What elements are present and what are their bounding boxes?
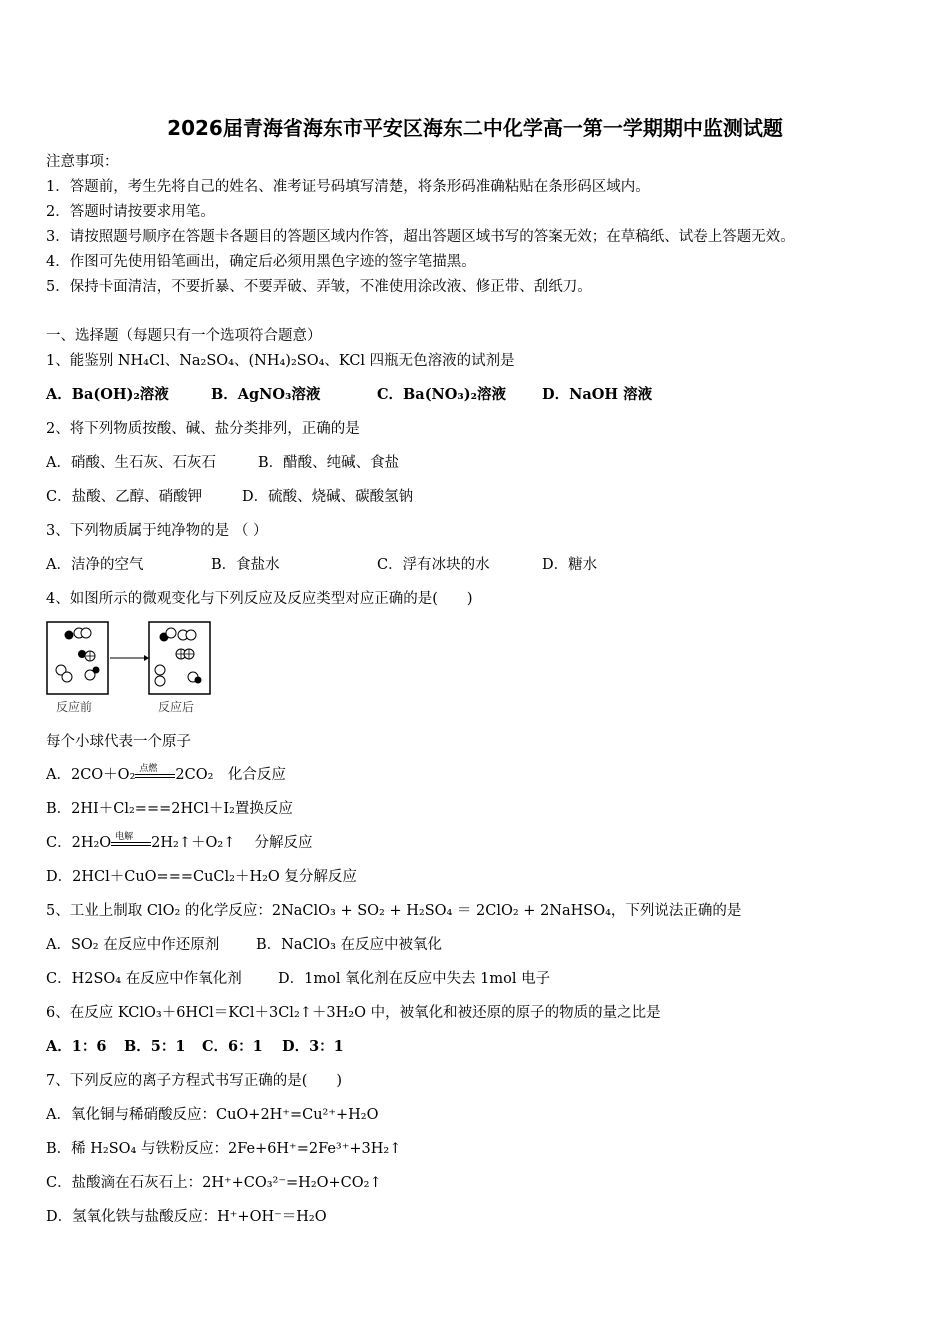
question-6-stem: 6、在反应 KClO₃＋6HCl＝KCl＋3Cl₂↑＋3H₂O 中，被氧化和被还原的原子的物质的量之比是 <box>46 1005 661 1021</box>
question-1-options <box>46 385 652 405</box>
option-a: A．Ba(OH)₂溶液 <box>46 386 169 403</box>
option-c: C．浮有冰块的水 <box>377 557 490 573</box>
atom-white <box>155 665 165 675</box>
notice-heading: 注意事项： <box>46 154 119 170</box>
question-6-options <box>46 1037 344 1057</box>
option-a: A．洁净的空气 <box>46 557 144 573</box>
condition-arrow: 点燃 <box>135 767 175 783</box>
question-4-stem: 4、如图所示的微观变化与下列反应及反应类型对应正确的是( ) <box>46 591 473 607</box>
question-2-options-row2 <box>46 487 413 507</box>
label-before: 反应前 <box>56 700 93 714</box>
question-2-stem: 2、将下列物质按酸、碱、盐分类排列，正确的是 <box>46 421 360 437</box>
question-4-option-c: C．2H₂O 电解 2H₂↑＋O₂↑ 分解反应 <box>46 832 313 851</box>
question-5-options-row1 <box>46 935 442 955</box>
question-5-options-row2 <box>46 969 550 989</box>
option-d: D．糖水 <box>542 557 598 573</box>
option-b: B．5：1 <box>124 1038 186 1055</box>
question-7-option-a: A．氧化铜与稀硝酸反应：CuO+2H⁺=Cu²⁺+H₂O <box>46 1107 379 1123</box>
atom-white <box>81 628 91 638</box>
option-c: C．6：1 <box>202 1038 263 1055</box>
question-5-stem: 5、工业上制取 ClO₂ 的化学反应：2NaClO₃ + SO₂ + H₂SO₄ ＝ 2ClO₂ + 2NaHSO₄，下列说法正确的是 <box>46 903 742 919</box>
reaction-diagram <box>46 620 216 716</box>
option-b: B．食盐水 <box>211 557 280 573</box>
atom-black <box>195 677 202 684</box>
label-after: 反应后 <box>158 700 195 714</box>
atom-white <box>62 672 72 682</box>
question-4-note: 每个小球代表一个原子 <box>46 734 191 750</box>
atom-black <box>93 667 100 674</box>
option-a: A．1：6 <box>46 1038 107 1055</box>
question-3-options <box>46 555 597 575</box>
option-d: D．NaOH 溶液 <box>542 386 653 403</box>
condition-arrow: 电解 <box>111 835 151 851</box>
notice-item: 4．作图可先使用铅笔画出，确定后必须用黑色字迹的签字笔描黑。 <box>46 254 476 270</box>
question-7-stem: 7、下列反应的离子方程式书写正确的是( ) <box>46 1073 343 1089</box>
option-b: B．NaClO₃ 在反应中被氧化 <box>256 937 443 953</box>
atom-white <box>166 628 176 638</box>
atom-white <box>155 676 165 686</box>
question-3-stem: 3、下列物质属于纯净物的是 （ ） <box>46 523 268 539</box>
option-b: B．AgNO₃溶液 <box>211 386 321 403</box>
option-c: C．盐酸、乙醇、硝酸钾 <box>46 489 203 505</box>
option-c: C．H2SO₄ 在反应中作氧化剂 <box>46 971 242 987</box>
page-title: 2026届青海省海东市平安区海东二中化学高一第一学期期中监测试题 <box>167 116 783 140</box>
question-7-option-c: C．盐酸滴在石灰石上：2H⁺+CO₃²⁻=H₂O+CO₂↑ <box>46 1175 382 1191</box>
option-a: A．SO₂ 在反应中作还原剂 <box>46 937 220 953</box>
question-1-stem: 1、能鉴别 NH₄Cl、Na₂SO₄、(NH₄)₂SO₄、KCl 四瓶无色溶液的试剂是 <box>46 353 515 369</box>
notice-item: 2．答题时请按要求用笔。 <box>46 204 215 220</box>
notice-item: 3．请按照题号顺序在答题卡各题目的答题区域内作答，超出答题区域书写的答案无效；在草稿纸、试卷上答题无效。 <box>46 229 795 245</box>
section-heading: 一、选择题（每题只有一个选项符合题意） <box>46 328 322 344</box>
option-d: D．3：1 <box>282 1038 344 1055</box>
atom-black <box>65 631 74 640</box>
question-2-options-row1 <box>46 453 399 473</box>
question-4-option-b: B．2HI＋Cl₂===2HCl＋I₂置换反应 <box>46 801 293 817</box>
option-a: A．硝酸、生石灰、石灰石 <box>46 455 216 471</box>
question-7-option-d: D．氢氧化铁与盐酸反应：H⁺+OH⁻＝H₂O <box>46 1209 327 1225</box>
option-c: C．Ba(NO₃)₂溶液 <box>377 386 506 403</box>
question-4-option-a: A．2CO＋O₂ 点燃 2CO₂ 化合反应 <box>46 764 286 783</box>
question-7-option-b: B．稀 H₂SO₄ 与铁粉反应：2Fe+6H⁺=2Fe³⁺+3H₂↑ <box>46 1141 402 1157</box>
notice-item: 1．答题前，考生先将自己的姓名、准考证号码填写清楚，将条形码准确粘贴在条形码区域内。 <box>46 179 650 195</box>
atom-white <box>186 630 196 640</box>
option-d: D．硫酸、烧碱、碳酸氢钠 <box>242 489 414 505</box>
option-d: D．1mol 氧化剂在反应中失去 1mol 电子 <box>278 971 551 987</box>
question-4-option-d: D．2HCl＋CuO===CuCl₂＋H₂O 复分解反应 <box>46 869 357 885</box>
option-b: B．醋酸、纯碱、食盐 <box>258 455 400 471</box>
notice-item: 5．保持卡面清洁，不要折暴、不要弄破、弄皱，不准使用涂改液、修正带、刮纸刀。 <box>46 279 592 295</box>
